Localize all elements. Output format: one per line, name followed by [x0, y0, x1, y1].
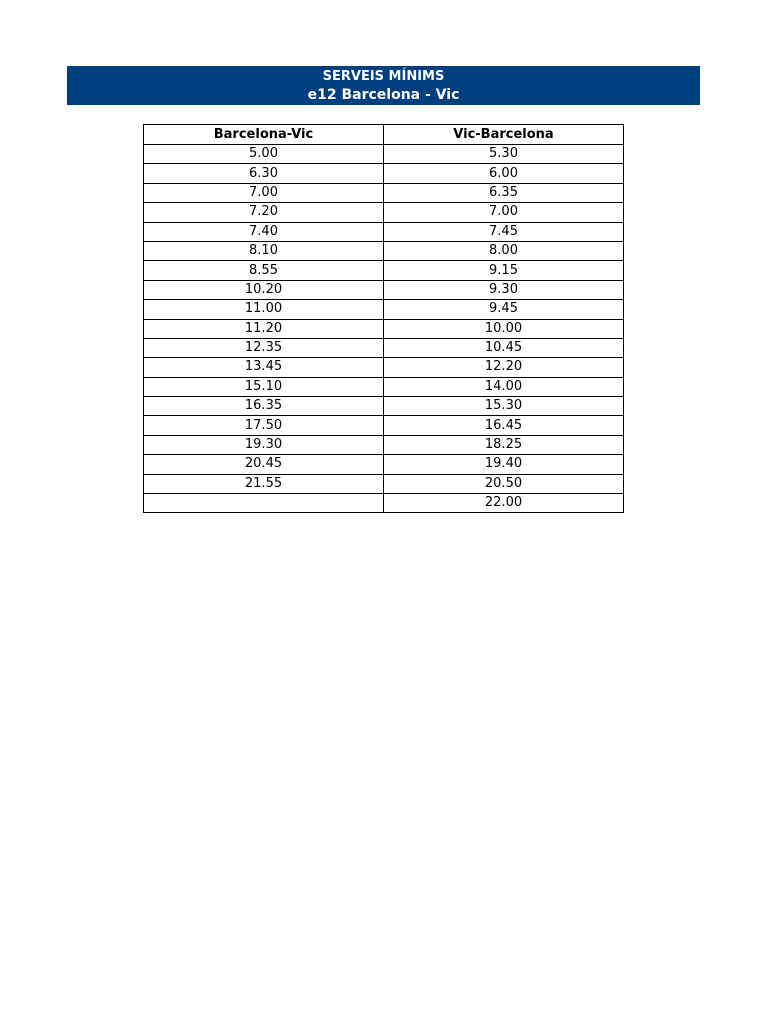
schedule-header [67, 66, 700, 105]
table-row [144, 358, 624, 377]
departure-vic-barcelona: 6.00 [384, 164, 624, 183]
departure-barcelona-vic: 20.45 [144, 455, 384, 474]
departure-barcelona-vic: 11.20 [144, 319, 384, 338]
table-row [144, 261, 624, 280]
table-row [144, 203, 624, 222]
departure-barcelona-vic: 13.45 [144, 358, 384, 377]
departure-barcelona-vic: 7.00 [144, 183, 384, 202]
departure-barcelona-vic: 11.00 [144, 300, 384, 319]
departure-vic-barcelona: 14.00 [384, 377, 624, 396]
departure-barcelona-vic: 8.10 [144, 241, 384, 260]
table-row [144, 474, 624, 493]
table-row [144, 319, 624, 338]
departure-vic-barcelona: 12.20 [384, 358, 624, 377]
table-row [144, 183, 624, 202]
table-row [144, 397, 624, 416]
table-row [144, 145, 624, 164]
schedule-title: SERVEIS MÍNIMS [322, 69, 445, 84]
departure-barcelona-vic: 7.20 [144, 203, 384, 222]
table-row [144, 377, 624, 396]
departure-vic-barcelona: 9.30 [384, 280, 624, 299]
departure-barcelona-vic: 10.20 [144, 280, 384, 299]
departure-vic-barcelona: 19.40 [384, 455, 624, 474]
departure-vic-barcelona: 6.35 [384, 183, 624, 202]
table-row [144, 300, 624, 319]
departure-barcelona-vic: 19.30 [144, 435, 384, 454]
table-row [144, 494, 624, 513]
departure-barcelona-vic: 12.35 [144, 338, 384, 357]
departure-vic-barcelona: 10.00 [384, 319, 624, 338]
table-row [144, 164, 624, 183]
departure-vic-barcelona: 9.15 [384, 261, 624, 280]
departure-vic-barcelona: 7.00 [384, 203, 624, 222]
departure-vic-barcelona: 8.00 [384, 241, 624, 260]
column-header-vic-barcelona: Vic-Barcelona [384, 125, 624, 145]
departure-vic-barcelona: 16.45 [384, 416, 624, 435]
departure-vic-barcelona: 10.45 [384, 338, 624, 357]
departure-barcelona-vic [144, 494, 384, 513]
table-row [144, 241, 624, 260]
table-row [144, 455, 624, 474]
departure-barcelona-vic: 15.10 [144, 377, 384, 396]
departure-barcelona-vic: 21.55 [144, 474, 384, 493]
schedule-subtitle: e12 Barcelona - Vic [307, 87, 460, 103]
table-row [144, 416, 624, 435]
table-header-row [144, 125, 624, 145]
departure-vic-barcelona: 20.50 [384, 474, 624, 493]
departure-vic-barcelona: 15.30 [384, 397, 624, 416]
departure-barcelona-vic: 16.35 [144, 397, 384, 416]
table-row [144, 435, 624, 454]
departure-vic-barcelona: 7.45 [384, 222, 624, 241]
departure-barcelona-vic: 6.30 [144, 164, 384, 183]
departure-vic-barcelona: 18.25 [384, 435, 624, 454]
schedule-table [143, 124, 624, 513]
departure-barcelona-vic: 5.00 [144, 145, 384, 164]
departure-barcelona-vic: 17.50 [144, 416, 384, 435]
column-header-barcelona-vic: Barcelona-Vic [144, 125, 384, 145]
departure-vic-barcelona: 22.00 [384, 494, 624, 513]
table-row [144, 338, 624, 357]
departure-vic-barcelona: 5.30 [384, 145, 624, 164]
table-row [144, 222, 624, 241]
departure-barcelona-vic: 7.40 [144, 222, 384, 241]
table-row [144, 280, 624, 299]
departure-vic-barcelona: 9.45 [384, 300, 624, 319]
departure-barcelona-vic: 8.55 [144, 261, 384, 280]
